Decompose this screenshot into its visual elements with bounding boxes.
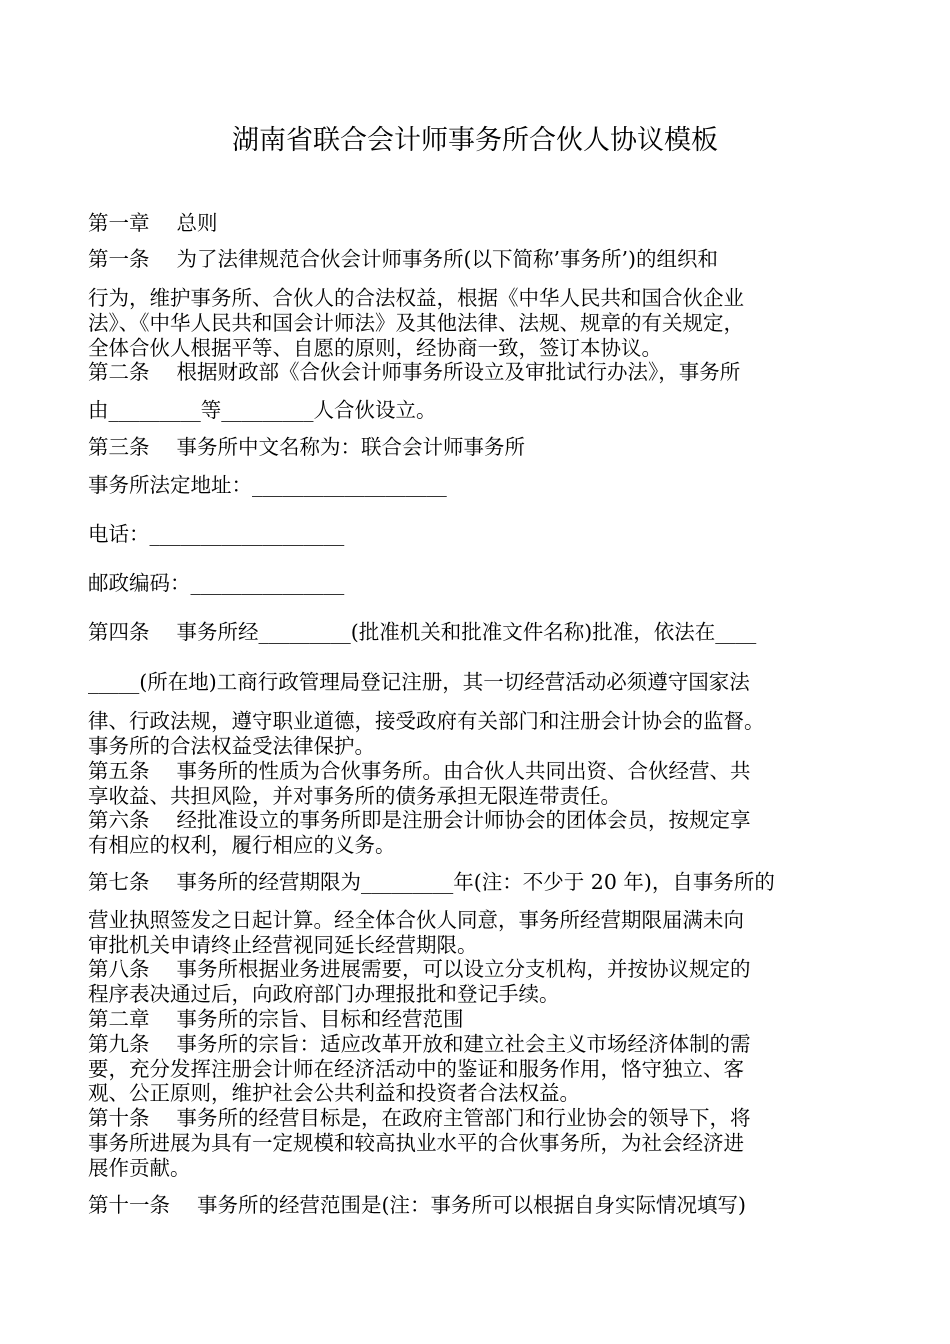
paragraph-line: 事务所法定地址：___________________ [88,473,447,497]
paragraph-line: 律、行政法规，遵守职业道德，接受政府有关部门和注册会计协会的监督。 [88,709,765,733]
paragraph-line: 行为，维护事务所、合伙人的合法权益，根据《中华人民共和国合伙企业 [88,286,744,310]
paragraph-line: 第四条 事务所经_________(批准机关和批准文件名称)批准，依法在____ [88,620,757,644]
paragraph-line: _____(所在地)工商行政管理局登记注册，其一切经营活动必须遵守国家法 [88,670,750,694]
paragraph-line: 第九条 事务所的宗旨：适应改革开放和建立社会主义市场经济体制的需 [88,1032,751,1056]
paragraph-line: 享收益、共担风险，并对事务所的债务承担无限连带责任。 [88,784,621,808]
paragraph-line: 观、公正原则，维护社会公共利益和投资者合法权益。 [88,1081,580,1105]
paragraph-line: 第十一条 事务所的经营范围是(注：事务所可以根据自身实际情况填写) [88,1193,747,1217]
paragraph-line: 第十条 事务所的经营目标是，在政府主管部门和行业协会的领导下，将 [88,1106,751,1130]
paragraph-line: 第七条 事务所的经营期限为_________年(注：不少于 20 年)，自事务所的 [88,870,775,894]
document-title: 湖南省联合会计师事务所合伙人协议模板 [232,125,718,156]
paragraph-line: 全体合伙人根据平等、自愿的原则，经协商一致，签订本协议。 [88,336,662,360]
paragraph-line: 营业执照签发之日起计算。经全体合伙人同意，事务所经营期限届满未向 [88,908,744,932]
paragraph-line: 事务所进展为具有一定规模和较高执业水平的合伙事务所，为社会经济进 [88,1131,744,1155]
paragraph-line: 第三条 事务所中文名称为：联合会计师事务所 [88,435,526,459]
chapter-heading: 第二章 事务所的宗旨、目标和经营范围 [88,1007,464,1031]
paragraph-line: 第八条 事务所根据业务进展需要，可以设立分支机构，并按协议规定的 [88,957,751,981]
paragraph-line: 第一条 为了法律规范合伙会计师事务所(以下简称’事务所’)的组织和 [88,247,719,271]
paragraph-line: 邮政编码：_______________ [88,571,345,595]
paragraph-line: 第五条 事务所的性质为合伙事务所。由合伙人共同出资、合伙经营、共 [88,759,751,783]
paragraph-line: 由_________等_________人合伙设立。 [88,398,437,422]
paragraph-line: 程序表决通过后，向政府部门办理报批和登记手续。 [88,982,560,1006]
paragraph-line: 第二条 根据财政部《合伙会计师事务所设立及审批试行办法》，事务所 [88,360,741,384]
paragraph-line: 要，充分发挥注册会计师在经济活动中的鉴证和服务作用，恪守独立、客 [88,1057,744,1081]
paragraph-line: 有相应的权利，履行相应的义务。 [88,833,396,857]
paragraph-line: 审批机关申请终止经营视同延长经营期限。 [88,933,478,957]
chapter-heading: 第一章 总则 [88,211,218,235]
paragraph-line: 电话：___________________ [88,522,345,546]
paragraph-line: 事务所的合法权益受法律保护。 [88,734,375,758]
paragraph-line: 第六条 经批准设立的事务所即是注册会计师协会的团体会员，按规定享 [88,808,751,832]
paragraph-line: 展作贡献。 [88,1156,191,1180]
paragraph-line: 法》、《中华人民共和国会计师法》及其他法律、法规、规章的有关规定， [88,311,744,335]
